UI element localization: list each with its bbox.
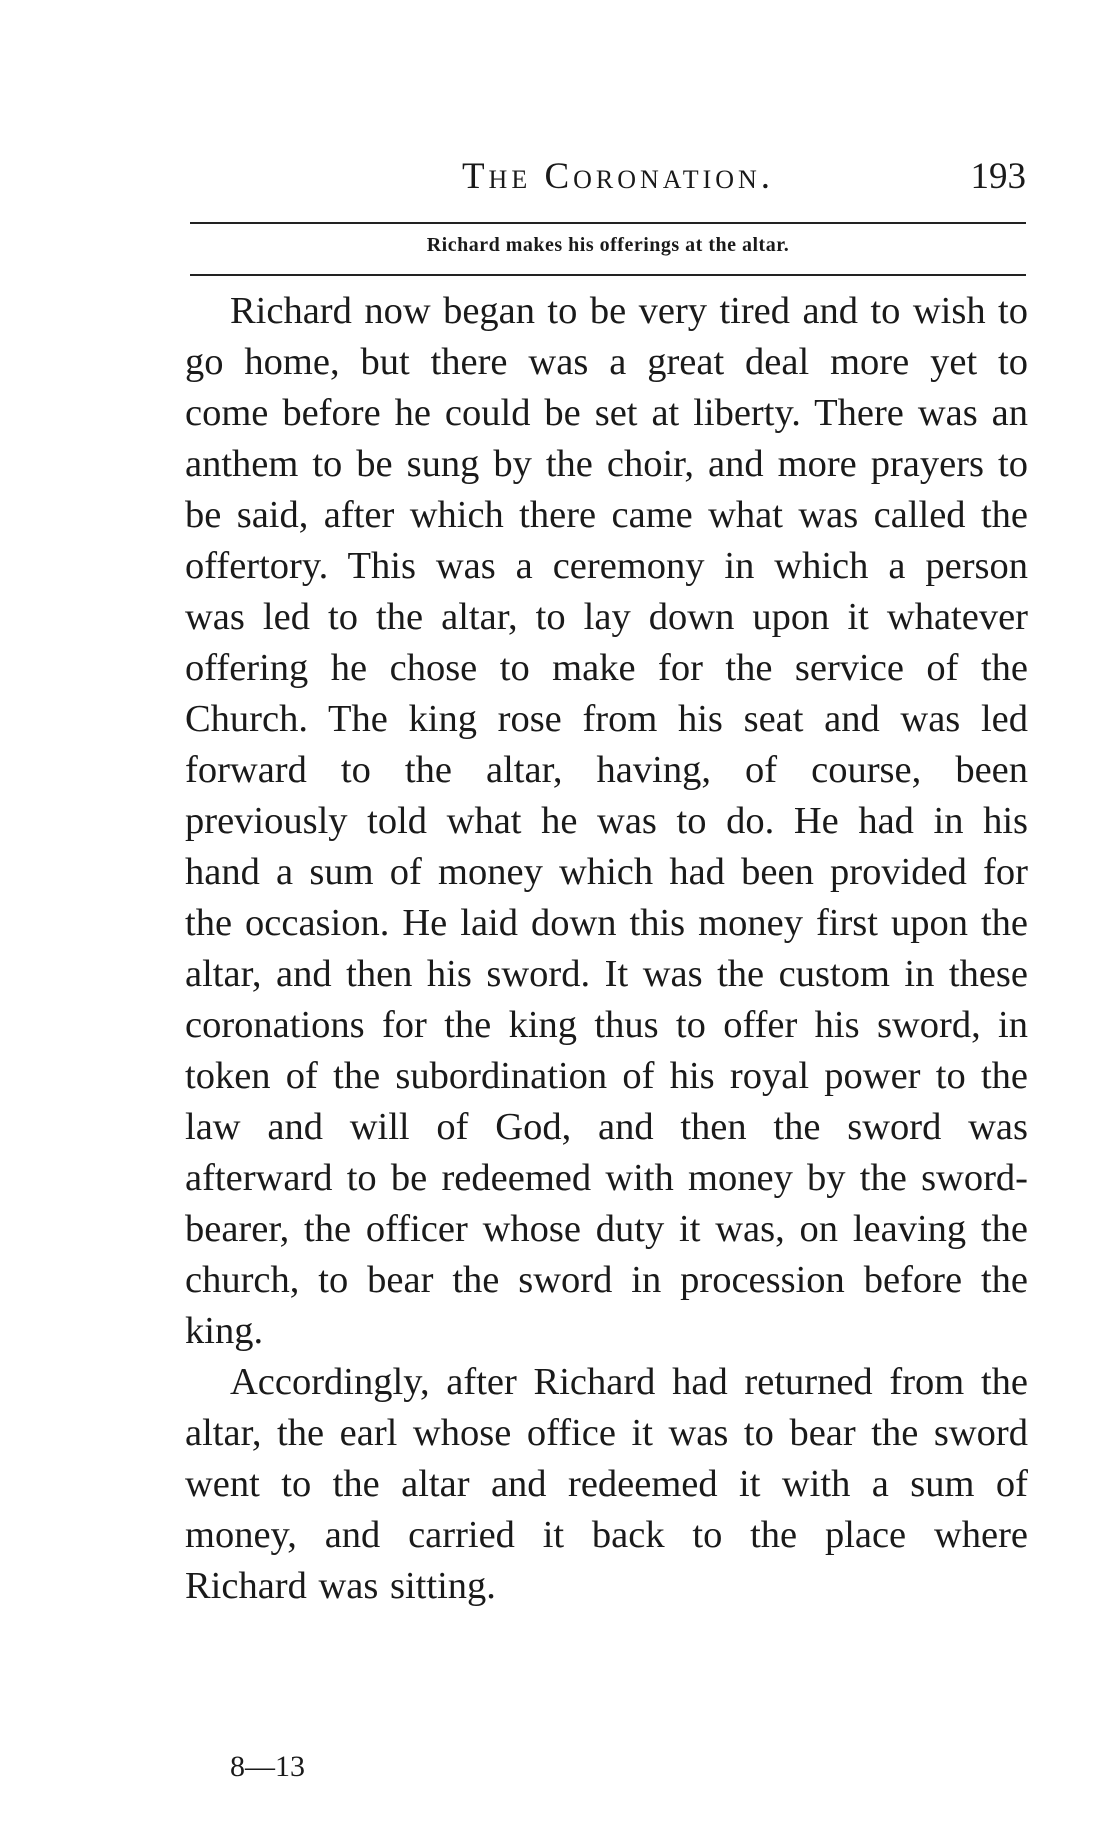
running-title: The Coronation. [461,156,775,197]
headnote-top-rule [190,222,1026,224]
body-text [185,286,1028,1612]
signature-mark: 8—13 [230,1750,305,1783]
headnote: Richard makes his offerings at the altar. [426,234,790,256]
paragraph-1: Richard now began to be very tired and to wish to go home, but there was a great deal more yet to come before he could be set at liberty. There was an anthem to be sung by the choir, and more prayers to be said, after which there came what was called the offertory. This was a ceremony in which a person was led to the altar, to lay down upon it whatever offering he chose to make for the service of the Church. The king rose from his seat and was led forward to the altar, having, of course, been previously told what he was to do. He had in his hand a sum of money which had been provided for the occasion. He laid down this money first upon the altar, and then his sword. It was the custom in these coronations for the king thus to offer his sword, in token of the subordination of his royal power to the law and will of God, and then the sword was afterward to be redeemed with money by the sword-bearer, the officer whose duty it was, on leaving the church, to bear the sword in procession before the king. [185,290,1028,1352]
paragraph-2: Accordingly, after Richard had returned from the altar, the earl whose office it was to bear the sword went to the altar and redeemed it with a sum of money, and carried it back to the place where Richard was sitting. [185,1361,1028,1607]
headnote-bottom-rule [190,274,1026,276]
page-number: 193 [970,156,1026,197]
running-head [190,155,1026,211]
